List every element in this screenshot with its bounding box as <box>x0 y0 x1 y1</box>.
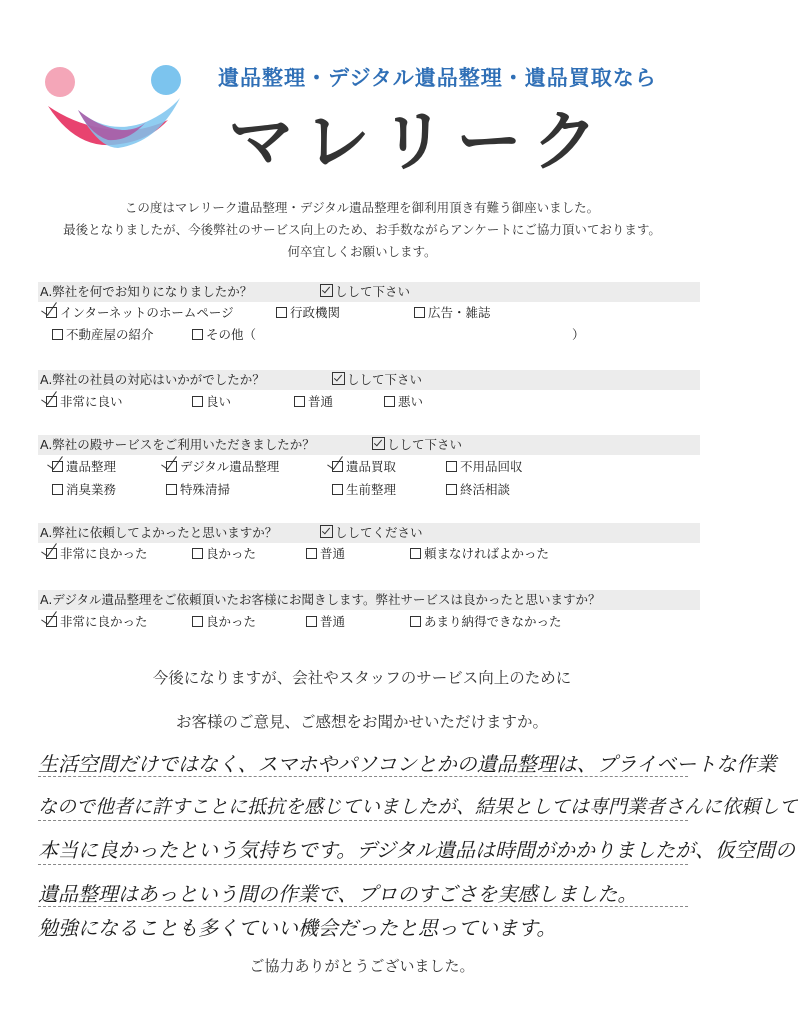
q5-option-normal[interactable]: 普通 <box>306 614 345 630</box>
check-icon <box>332 372 345 385</box>
q4-option-regret[interactable]: 頼まなければよかった <box>410 546 549 562</box>
checkbox-icon[interactable] <box>52 329 63 340</box>
q5-option-unsatisfied[interactable]: あまり納得できなかった <box>410 614 562 630</box>
q4-option-very-good[interactable]: 非常に良かった <box>46 546 148 562</box>
q3-option-ihin-seiri[interactable]: 遺品整理 <box>52 459 116 475</box>
q3-option-shoushu[interactable]: 消臭業務 <box>52 482 116 498</box>
checkbox-icon[interactable] <box>306 548 317 559</box>
checkbox-icon[interactable] <box>52 484 63 495</box>
q5-option-good[interactable]: 良かった <box>192 614 256 630</box>
question-4-text: A.弊社に依頼してよかったと思いますか？ <box>40 525 278 540</box>
checkbox-icon[interactable] <box>446 461 457 472</box>
q5-option-very-good[interactable]: 非常に良かった <box>46 614 148 630</box>
q3-option-digital[interactable]: デジタル遺品整理 <box>166 459 279 475</box>
q4-option-good[interactable]: 良かった <box>192 546 256 562</box>
q3-option-seizen[interactable]: 生前整理 <box>332 482 396 498</box>
checkbox-icon[interactable] <box>414 307 425 318</box>
checkbox-icon[interactable] <box>332 484 343 495</box>
checkbox-icon[interactable] <box>384 396 395 407</box>
feedback-line-2: なので他者に許すことに抵抗を感じていましたが、結果としては専門業者さんに依頼して <box>38 796 798 818</box>
question-4 <box>38 523 700 543</box>
checkbox-icon[interactable] <box>276 307 287 318</box>
header-tagline: 遺品整理・デジタル遺品整理・遺品買取なら <box>218 66 657 90</box>
checkbox-icon[interactable] <box>46 307 57 318</box>
question-3-note: しして下さい <box>372 435 462 455</box>
question-5-text: A.デジタル遺品整理をご依頼頂いたお客様にお聞きします。弊社サービスは良かったと思いますか？ <box>40 592 601 607</box>
checkbox-icon[interactable] <box>46 548 57 559</box>
feedback-line-5: 勉強になることも多くていい機会だったと思っています。 <box>38 916 557 940</box>
question-1-text: A.弊社を何でお知りになりましたか？ <box>40 284 253 299</box>
question-4-note: ししてください <box>320 523 423 543</box>
marelique-logo <box>38 60 188 160</box>
q2-option-bad[interactable]: 悪い <box>384 394 423 410</box>
intro-line-3: 何卒宜しくお願いします。 <box>287 244 437 259</box>
checkbox-icon[interactable] <box>332 461 343 472</box>
intro-line-1: この度はマレリーク遺品整理・デジタル遺品整理を御利用頂き有難う御座いました。 <box>124 200 600 215</box>
feedback-prompt-2: お客様のご意見、ご感想をお聞かせいただけますか。 <box>175 713 548 731</box>
checkbox-icon[interactable] <box>410 548 421 559</box>
checkbox-icon[interactable] <box>46 616 57 627</box>
checkbox-icon[interactable] <box>306 616 317 627</box>
q2-option-very-good[interactable]: 非常に良い <box>46 394 123 410</box>
q2-option-good[interactable]: 良い <box>192 394 231 410</box>
q3-option-fuyouhin[interactable]: 不用品回収 <box>446 459 523 475</box>
intro-line-2: 最後となりましたが、今後弊社のサービス向上のため、お手数ながらアンケートにご協力頂いております。 <box>63 222 661 237</box>
q3-option-tokushu[interactable]: 特殊清掃 <box>166 482 230 498</box>
question-3 <box>38 435 700 455</box>
q3-option-kaitori[interactable]: 遺品買取 <box>332 459 396 475</box>
question-2-note: しして下さい <box>332 370 422 390</box>
check-icon <box>372 437 385 450</box>
question-1 <box>38 282 700 302</box>
checkbox-icon[interactable] <box>46 396 57 407</box>
q4-option-normal[interactable]: 普通 <box>306 546 345 562</box>
checkbox-icon[interactable] <box>166 461 177 472</box>
checkbox-icon[interactable] <box>52 461 63 472</box>
q2-option-normal[interactable]: 普通 <box>294 394 333 410</box>
question-1-note: しして下さい <box>320 282 410 302</box>
feedback-line-4: 遺品整理はあっという間の作業で、プロのすごさを実感しました。 <box>38 882 638 906</box>
feedback-line-1: 生活空間だけではなく、スマホやパソコンとかの遺品整理は、プライベートな作業 <box>38 752 777 776</box>
q1-option-ad[interactable]: 広告・雑誌 <box>414 305 491 321</box>
checkbox-icon[interactable] <box>166 484 177 495</box>
check-icon <box>320 525 333 538</box>
checkbox-icon[interactable] <box>294 396 305 407</box>
feedback-line-3: 本当に良かったという気持ちです。デジタル遺品は時間がかかりましたが、仮空間の <box>38 838 795 862</box>
question-5 <box>38 590 700 610</box>
feedback-prompt-1: 今後になりますが、会社やスタッフのサービス向上のために <box>152 669 572 687</box>
q3-option-shukatsu[interactable]: 終活相談 <box>446 482 510 498</box>
feedback-rule <box>38 864 688 865</box>
q1-option-government[interactable]: 行政機関 <box>276 305 340 321</box>
closing-message: ご協力ありがとうございました。 <box>249 957 475 975</box>
q1-option-internet[interactable]: インターネットのホームページ <box>46 305 234 321</box>
question-3-text: A.弊社の殿サービスをご利用いただきましたか？ <box>40 437 315 452</box>
checkbox-icon[interactable] <box>192 329 203 340</box>
q1-option-realestate[interactable]: 不動産屋の紹介 <box>52 327 154 343</box>
q1-option-other[interactable]: その他（ <box>192 327 256 343</box>
question-2-text: A.弊社の社員の対応はいかがでしたか？ <box>40 372 265 387</box>
checkbox-icon[interactable] <box>446 484 457 495</box>
brand-name: マレリーク <box>228 103 608 180</box>
feedback-rule <box>38 820 688 821</box>
feedback-rule <box>38 776 688 777</box>
check-icon <box>320 284 333 297</box>
checkbox-icon[interactable] <box>192 616 203 627</box>
checkbox-icon[interactable] <box>410 616 421 627</box>
checkbox-icon[interactable] <box>192 396 203 407</box>
feedback-rule <box>38 906 688 907</box>
question-2 <box>38 370 700 390</box>
checkbox-icon[interactable] <box>192 548 203 559</box>
q1-other-close: ） <box>572 327 585 342</box>
